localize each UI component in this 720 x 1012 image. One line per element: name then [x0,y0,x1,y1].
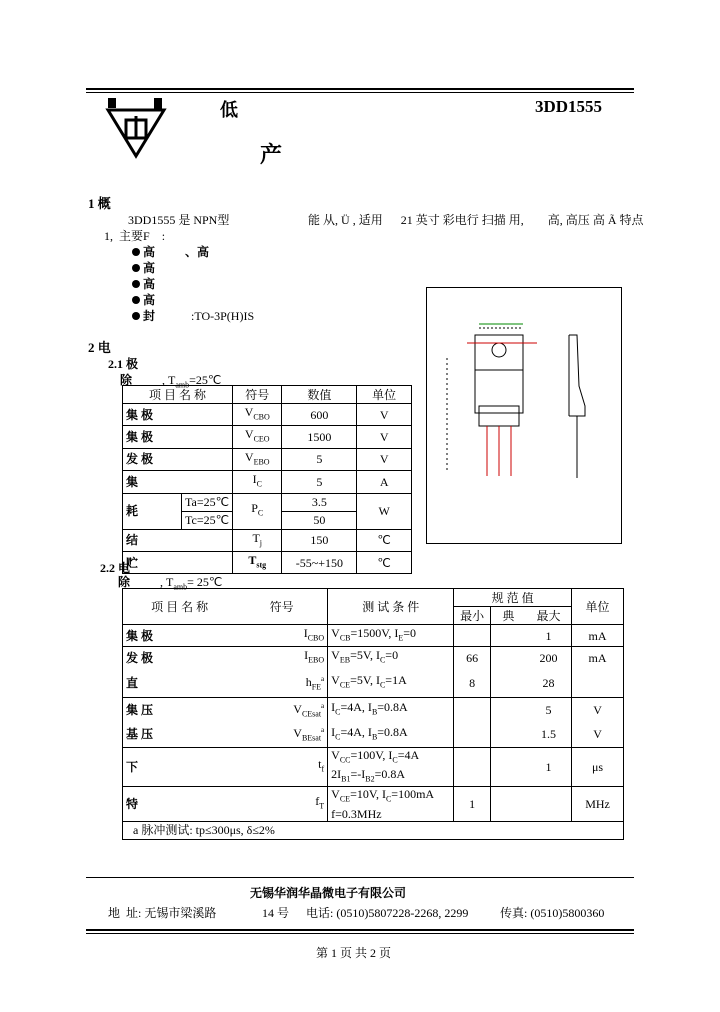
table-row: 结 $T_j$ 150 ℃ [123,529,412,551]
part-number: 3DD1555 [535,97,603,116]
company-name: 无锡华润华晶微电子有限公司 [250,886,407,900]
table-row: 集 $I_C$ 5 A [123,471,412,493]
table-row: 发 极 $V_{EBO}$ 5 V [123,448,412,470]
section1-features-label: 1, 主要F : [104,229,166,243]
table-row: 发 极 $I_{EBO}$ $V_{EB}=5V$, $I_C=0$ 66 200 mA [123,647,624,669]
address-number: 14 号 [262,906,290,920]
company-logo [104,96,168,160]
table-row: 集 极 $V_{CEO}$ 1500 V [123,426,412,448]
subsection-2-2: 2.2 电 [100,561,131,575]
phone: 电话: (0510)5807228-2268, 2299 [306,906,469,920]
electrical-characteristics-table: 项 目 名 称 符号 测 试 条 件 规 范 值 单位 最小 典 最大 集 极 $I_{CBO}$ $V_{CB}=1500V$, $I_E=0$ 1 mA 发 极 $I_{EBO}$ $V_{EB}=5V$, $I_C=0$ 66 200 mA 直 $h_{FE}^a$ $V_{CE}=5V$, $I_C=1A$ 8 28 集 压 $V_{CEsat}^a$ $I_C=4A$, $I_B=0.8A$ 5 V 基 压 $V_{BEsat}^a$ $I_C=4A$, $I_B=0.8A$ 1.5 V 下 $t_f$ $V_{CC}=100V$, $I_C=4A$ $2I_{B1}=-I_{B2}=0.8A$ 1 μs 特 $f_T$ $V_{CE}=10V$, $I_C=100mA$ f=0.3MHz 1 MHz a 脉冲测试: tp≤300μs, δ≤2% [122,588,624,840]
table-row: Tc=25℃ 50 [123,511,412,529]
section1-heading: 1 概 [88,196,111,211]
table-row: 集 极 $I_{CBO}$ $V_{CB}=1500V$, $I_E=0$ 1 mA [123,625,624,647]
fax: 传真: (0510)5800360 [500,906,605,920]
bullet-dot [132,312,140,320]
table2-condition: 除 , $T_{amb}=$ 25℃ [118,575,223,592]
feature-item: 高 [143,277,156,291]
bullet-dot [132,248,140,256]
table-footnote-row: a 脉冲测试: tp≤300μs, δ≤2% [123,821,624,839]
feature-item: 高 、高 [143,245,210,259]
table-row: 耗 Ta=25℃ $P_C$ 3.5 W [123,493,412,511]
feature-item: 封 :TO-3P(H)IS [143,309,255,323]
table-row: 下 $t_f$ $V_{CC}=100V$, $I_C=4A$ $2I_{B1}=-I_{B2}=0.8A$ 1 μs [123,747,624,787]
table-row: 直 $h_{FE}^a$ $V_{CE}=5V$, $I_C=1A$ 8 28 [123,669,624,698]
subtitle-glyph: 产 [260,142,283,167]
footer-rule-thick [86,929,634,931]
footer-rule [86,877,634,878]
section1-description: 3DD1555 是 NPN型 [128,213,230,227]
package-drawing [426,287,622,544]
feature-item: 高 [143,293,156,307]
table1-condition: 除 , $T_{amb}=25℃$ [120,373,222,390]
table-row: 贮 $T_{stg}$ -55~+150 ℃ [123,551,412,573]
address: 地 址: 无锡市梁溪路 [108,906,217,920]
header-rule-thin [86,92,634,93]
header-rule [86,88,634,90]
table-row: 集 极 $V_{CBO}$ 600 V [123,404,412,426]
max-ratings-table: 项 目 名 称 符号 数值 单位 集 极 $V_{CBO}$ 600 V 集 极 $V_{CEO}$ 1500 V 发 极 $V_{EBO}$ 5 V 集 $I_C$ 5 A 耗 Ta=25℃ $P_C$ 3.5 W Tc=25℃ 50 结 $T_j$ 150 ℃ 贮 $T_{stg}$ -55~+150 ℃ [122,385,412,574]
table-row: 特 $f_T$ $V_{CE}=10V$, $I_C=100mA$ f=0.3MHz 1 MHz [123,787,624,821]
bullet-dot [132,296,140,304]
feature-item: 高 [143,261,156,275]
section2-heading: 2 电 [88,340,111,355]
footer-rule-thin [86,933,634,934]
table-row: 集 压 $V_{CEsat}^a$ $I_C=4A$, $I_B=0.8A$ 5 V [123,697,624,722]
bullet-dot [132,264,140,272]
section1-desc-tail: 能 从, Ü , 适用 21 英寸 彩电行 扫描 用, 高, 高压 高 Ã 特点 [308,213,644,227]
bullet-dot [132,280,140,288]
subsection-2-1: 2.1 极 [108,357,139,371]
table-row: 基 压 $V_{BEsat}^a$ $I_C=4A$, $I_B=0.8A$ 1.5 V [123,722,624,747]
page-number: 第 1 页 共 2 页 [316,946,392,960]
title-glyph: 低 [220,100,238,120]
